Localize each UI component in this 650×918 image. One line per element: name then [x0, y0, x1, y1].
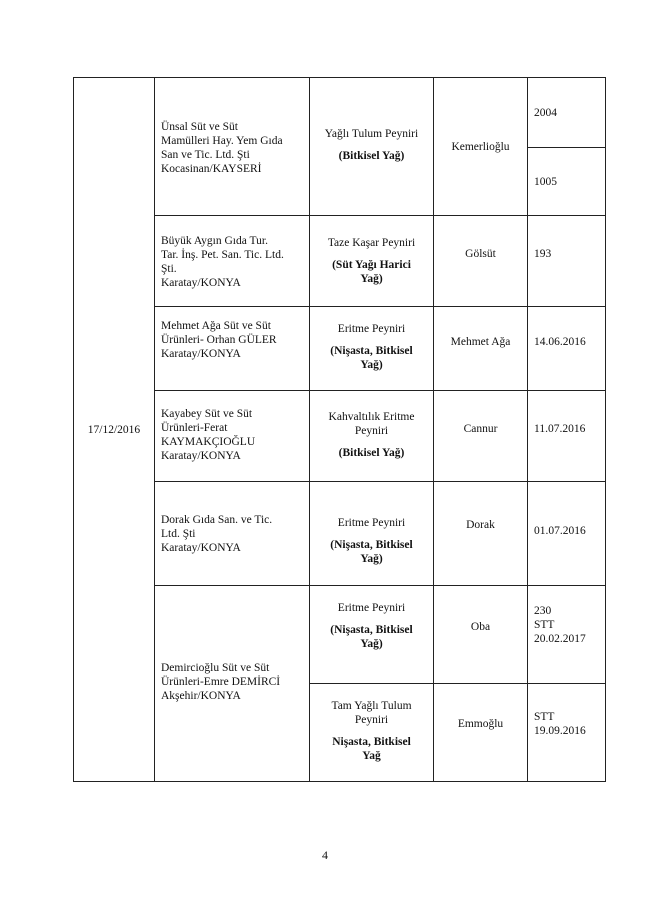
lot-cell: 11.07.2016 [528, 391, 606, 482]
product-note: Yağ) [360, 273, 383, 285]
firm-line: Dorak Gıda San. ve Tic. [161, 514, 273, 526]
lot-line: 230 [534, 605, 552, 617]
product-name: Peyniri [354, 714, 389, 726]
brand-cell: Cannur [434, 391, 528, 482]
product-name: Eritme Peyniri [337, 602, 406, 614]
brand-cell: Mehmet Ağa [434, 307, 528, 391]
product-note: (Nişasta, Bitkisel [330, 345, 413, 357]
product-note: (Süt Yağı Harici [332, 259, 411, 271]
brand-cell: Oba [434, 586, 528, 684]
product-table [73, 77, 606, 782]
firm-line: Mamülleri Hay. Yem Gıda [161, 135, 283, 147]
firm-line: KAYMAKÇIOĞLU [161, 436, 256, 448]
product-note: Yağ) [360, 359, 383, 371]
product-note: (Bitkisel Yağ) [338, 447, 405, 459]
firm-line: Ürünleri- Orhan GÜLER [161, 334, 277, 346]
lot-cell [528, 684, 606, 782]
product-cell [310, 391, 434, 482]
firm-line: Tar. İnş. Pet. San. Tic. Ltd. [161, 249, 284, 261]
firm-line: San ve Tic. Ltd. Şti [161, 149, 250, 161]
firm-line: Demircioğlu Süt ve Süt [161, 661, 270, 674]
product-note: Yağ [362, 750, 381, 762]
product-note: (Bitkisel Yağ) [338, 149, 405, 162]
lot-line: 19.09.2016 [534, 725, 586, 737]
table-row [74, 78, 606, 148]
firm-line: Mehmet Ağa Süt ve Süt [161, 320, 271, 332]
product-name: Eritme Peyniri [337, 323, 406, 335]
firm-cell [155, 307, 310, 391]
firm-line: Ltd. Şti [161, 528, 196, 540]
brand-cell: Emmoğlu [434, 684, 528, 782]
product-name: Yağlı Tulum Peyniri [324, 127, 419, 140]
firm-line: Karatay/KONYA [161, 542, 241, 554]
firm-line: Akşehir/KONYA [161, 689, 241, 702]
firm-cell [155, 482, 310, 586]
page-number: 4 [322, 848, 328, 862]
lot-line: STT [534, 619, 555, 631]
firm-line: Kayabey Süt ve Süt [161, 408, 253, 420]
firm-cell [155, 391, 310, 482]
brand-cell: Kemerlioğlu [434, 78, 528, 216]
brand-cell: Dorak [434, 482, 528, 586]
lot-cell: 2004 [528, 78, 606, 148]
lot-cell: 1005 [528, 148, 606, 216]
product-note: Nişasta, Bitkisel [332, 736, 411, 748]
product-name: Kahvaltılık Eritme [328, 411, 415, 423]
firm-line: Şti. [161, 263, 177, 275]
product-cell [310, 586, 434, 684]
firm-cell [155, 78, 310, 216]
firm-line: Karatay/KONYA [161, 277, 241, 289]
firm-cell [155, 586, 310, 782]
lot-line: STT [534, 711, 555, 723]
date-cell: 17/12/2016 [74, 78, 155, 782]
product-name: Tam Yağlı Tulum [331, 700, 412, 712]
product-name: Peyniri [354, 425, 389, 437]
product-name: Taze Kaşar Peyniri [327, 237, 416, 249]
firm-line: Karatay/KONYA [161, 348, 241, 360]
product-name: Eritme Peyniri [337, 517, 406, 529]
product-cell [310, 482, 434, 586]
product-note: (Nişasta, Bitkisel [330, 624, 413, 636]
lot-cell: 193 [528, 216, 606, 307]
firm-cell [155, 216, 310, 307]
product-note: Yağ) [360, 638, 383, 650]
product-cell [310, 78, 434, 216]
firm-line: Karatay/KONYA [161, 450, 241, 462]
firm-line: Büyük Aygın Gıda Tur. [161, 235, 268, 247]
product-note: Yağ) [360, 553, 383, 565]
lot-cell: 01.07.2016 [528, 482, 606, 586]
firm-line: Ürünleri-Ferat [161, 422, 228, 434]
lot-cell: 14.06.2016 [528, 307, 606, 391]
brand-cell: Gölsüt [434, 216, 528, 307]
product-cell [310, 216, 434, 307]
lot-cell [528, 586, 606, 684]
product-note: (Nişasta, Bitkisel [330, 539, 413, 551]
firm-line: Kocasinan/KAYSERİ [161, 163, 262, 175]
product-cell [310, 684, 434, 782]
firm-line: Ürünleri-Emre DEMİRCİ [161, 675, 281, 688]
lot-line: 20.02.2017 [534, 633, 586, 645]
firm-line: Ünsal Süt ve Süt [161, 121, 238, 133]
product-cell [310, 307, 434, 391]
